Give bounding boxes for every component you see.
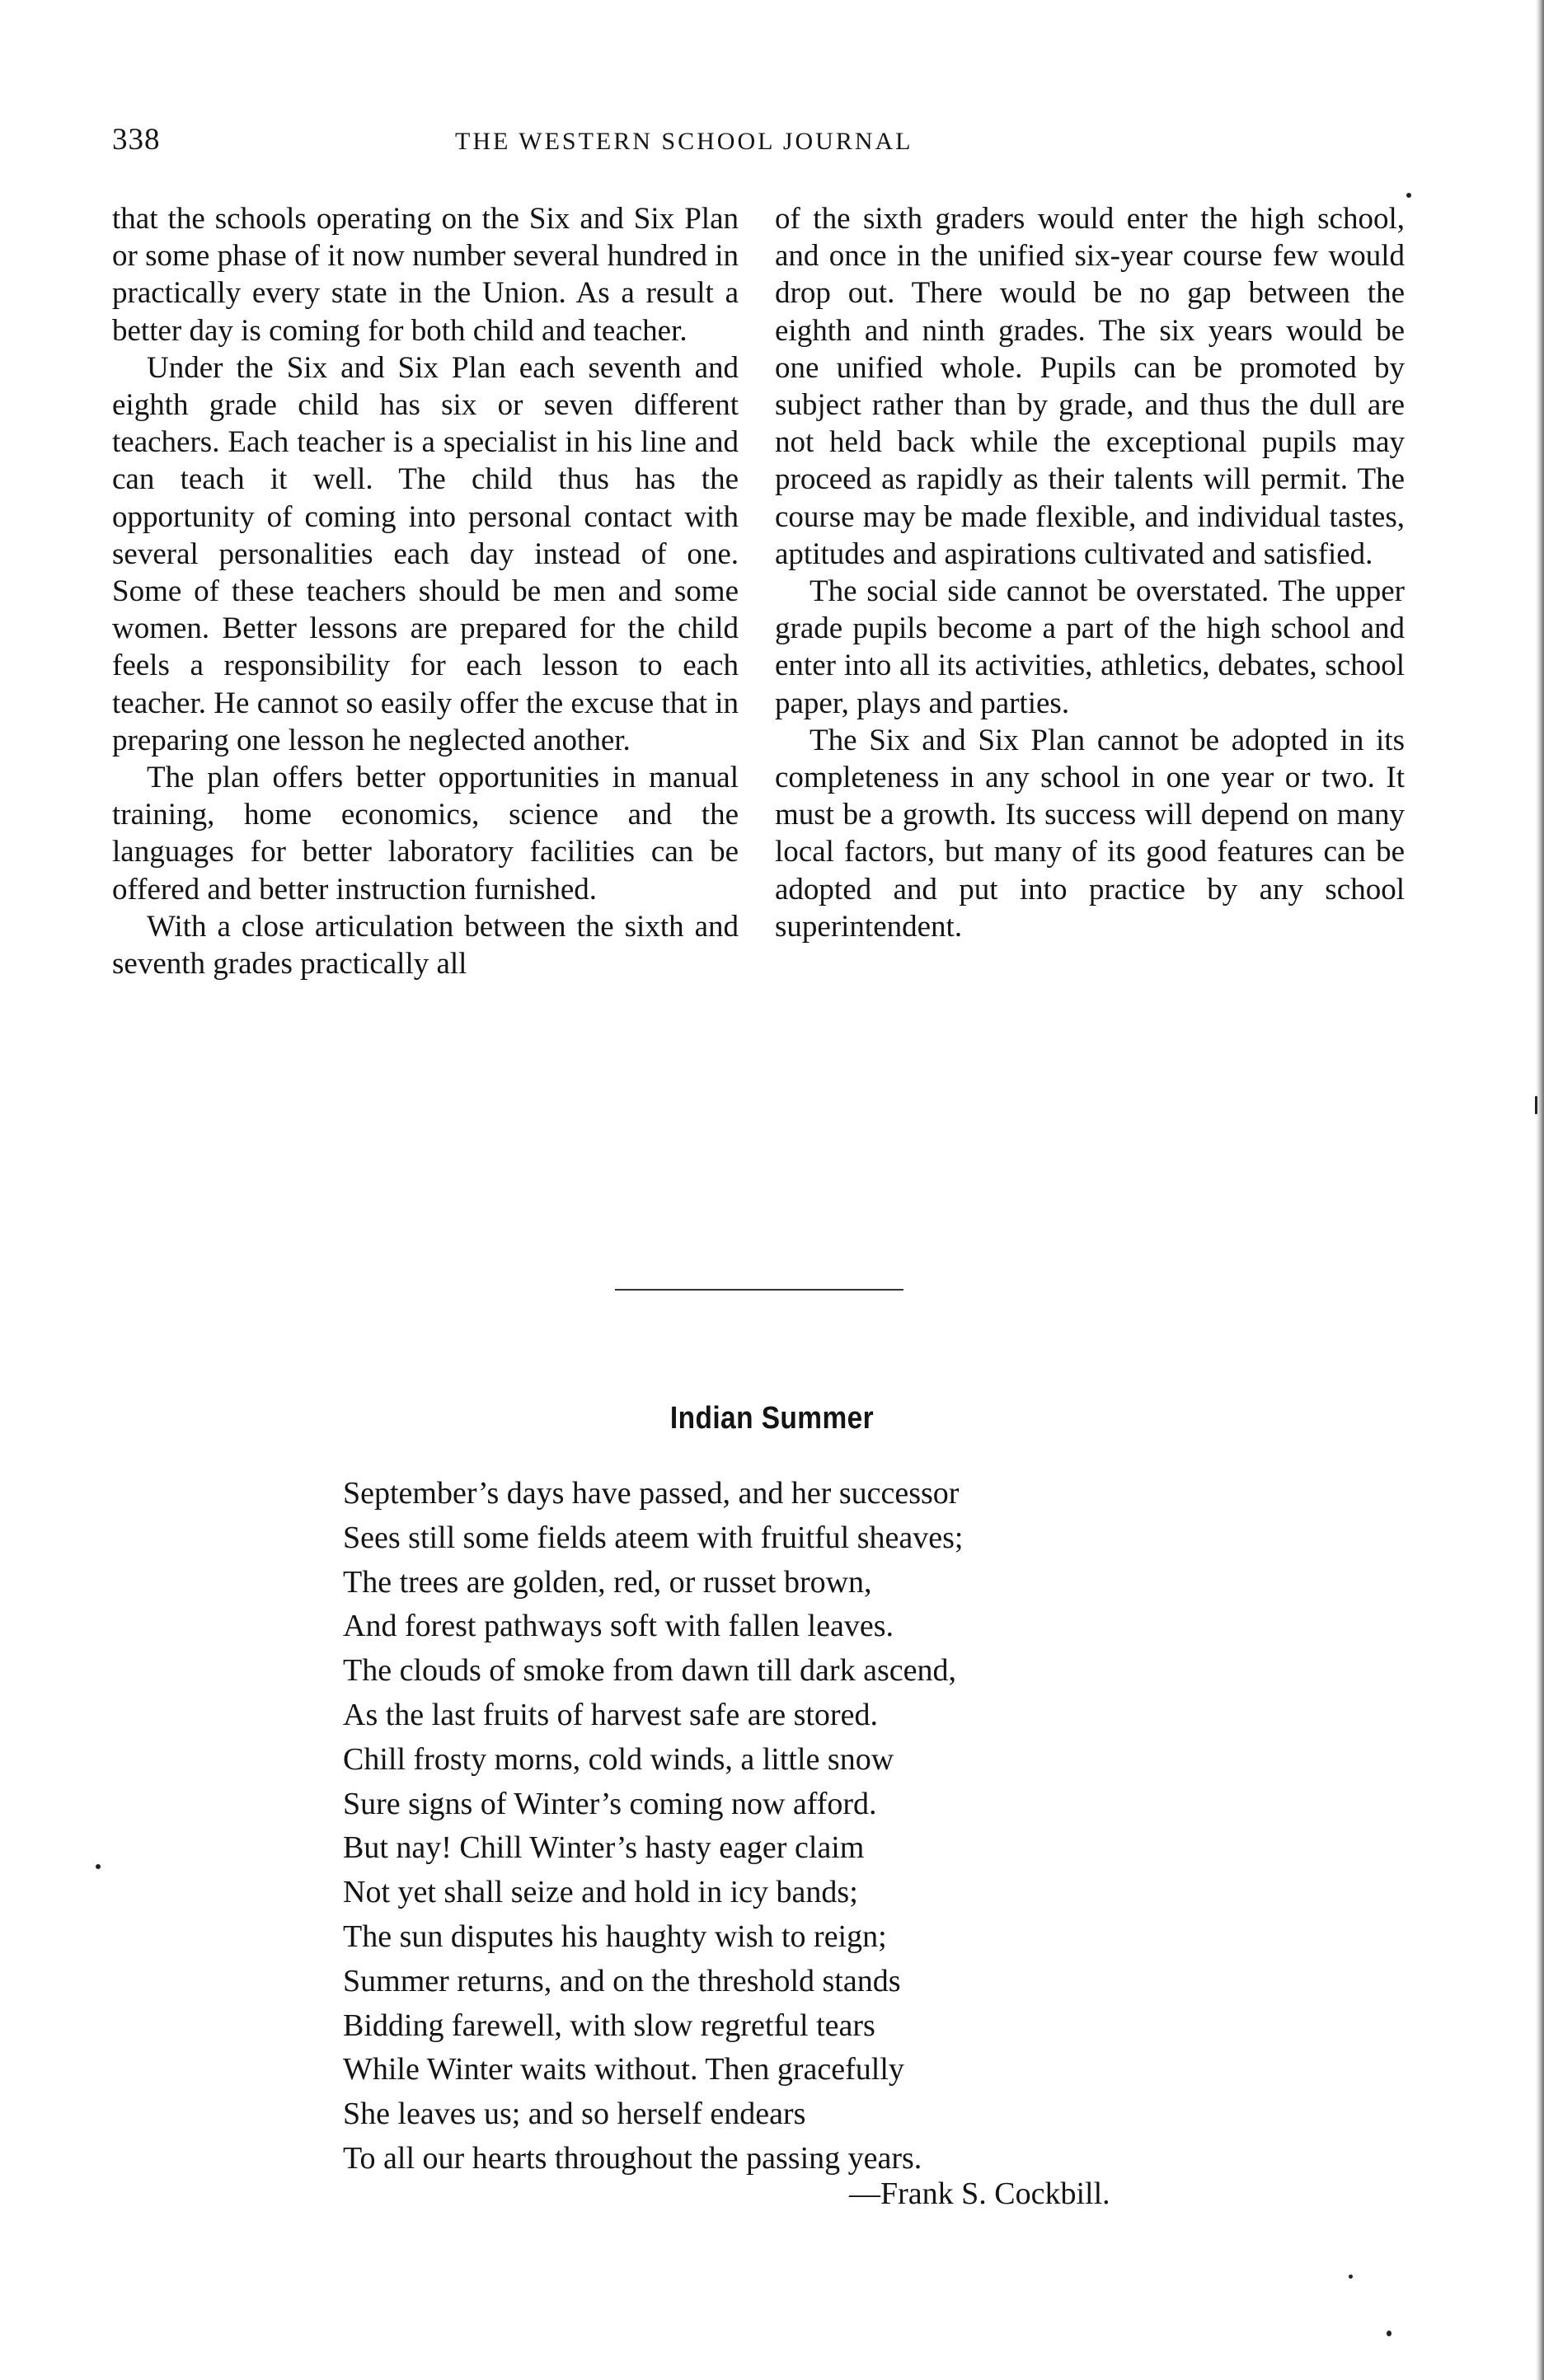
- section-divider: [615, 1289, 903, 1291]
- poem-line: The clouds of smoke from dawn till dark ascend,: [343, 1653, 956, 1689]
- left-paragraph: The plan offers better opportunities in manual training, home economics, science and the languages for better laboratory facilities can be offered and better instruction furnished.: [112, 761, 739, 907]
- scan-speck: [1387, 2331, 1391, 2336]
- scan-speck: [1349, 2275, 1353, 2279]
- scan-speck: [1406, 193, 1411, 198]
- scan-speck: [96, 1864, 101, 1869]
- poem-line: Bidding farewell, with slow regretful tears: [343, 2008, 875, 2043]
- right-paragraph: of the sixth graders would enter the high school, and once in the unified six-year course few would drop out. There would be no gap between the eighth and ninth grades. The six years would be one unified whole. Pupils can be promoted by subject rather than by grade, and thus the dull are not held back while the exceptional pupils may proceed as rapidly as their talents will permit. The course may be made flexible, and individual tastes, aptitudes and aspirations cultivated and satisfied.: [775, 202, 1405, 571]
- poem-line: And forest pathways soft with fallen leaves.: [343, 1609, 894, 1644]
- poem-line: The trees are golden, red, or russet brown,: [343, 1564, 872, 1600]
- poem-line: As the last fruits of harvest safe are stored.: [343, 1697, 878, 1732]
- left-paragraph: that the schools operating on the Six and Six Plan or some phase of it now number several hundred in practically every state in the Union. As a result a better day is coming for both child and teacher.: [112, 202, 739, 348]
- poem-line: Not yet shall seize and hold in icy bands;: [343, 1875, 858, 1910]
- poem-line: Sees still some fields ateem with fruitful sheaves;: [343, 1520, 964, 1555]
- poem-attribution: —Frank S. Cockbill.: [849, 2176, 1110, 2211]
- poem-line: Chill frosty morns, cold winds, a little snow: [343, 1741, 894, 1777]
- poem-title: Indian Summer: [669, 1401, 875, 1436]
- poem-body: [343, 1472, 963, 2181]
- right-paragraph: The Six and Six Plan cannot be adopted in its completeness in any school in one year or two. It must be a growth. Its success will depend on many local factors, but many of its good features can be adopted and put into practice by any school superintendent.: [775, 723, 1405, 944]
- scan-speck: [1535, 1096, 1537, 1114]
- poem-line: Sure signs of Winter’s coming now afford.: [343, 1786, 877, 1821]
- poem-line: But nay! Chill Winter’s hasty eager claim: [343, 1830, 865, 1866]
- page-number: 338: [112, 123, 161, 157]
- poem-line: September’s days have passed, and her successor: [343, 1476, 960, 1511]
- poem-line: Summer returns, and on the threshold stands: [343, 1963, 901, 1998]
- poem-line: To all our hearts throughout the passing years.: [343, 2140, 922, 2176]
- scan-edge-shadow: [1536, 0, 1544, 2380]
- left-column: [112, 200, 739, 982]
- left-paragraph: Under the Six and Six Plan each seventh and eighth grade child has six or seven different teachers. Each teacher is a specialist in his line and can teach it well. The child thus has the opportunity of coming into personal contact with several personalities each day instead of one. Some of these teachers should be men and some women. Better lessons are prepared for the child feels a responsibility for each lesson to each teacher. He cannot so easily offer the excuse that in preparing one lesson he neglected another.: [112, 350, 739, 757]
- right-column: [775, 200, 1405, 945]
- right-paragraph: The social side cannot be overstated. The upper grade pupils become a part of the high school and enter into all its activities, athletics, debates, school paper, plays and parties.: [775, 574, 1405, 720]
- poem-line: While Winter waits without. Then gracefully: [343, 2052, 904, 2087]
- poem-line: She leaves us; and so herself endears: [343, 2097, 806, 2132]
- running-head: THE WESTERN SCHOOL JOURNAL: [455, 128, 913, 155]
- left-paragraph: With a close articulation between the sixth and seventh grades practically all: [112, 909, 739, 982]
- poem-line: The sun disputes his haughty wish to reign;: [343, 1919, 887, 1954]
